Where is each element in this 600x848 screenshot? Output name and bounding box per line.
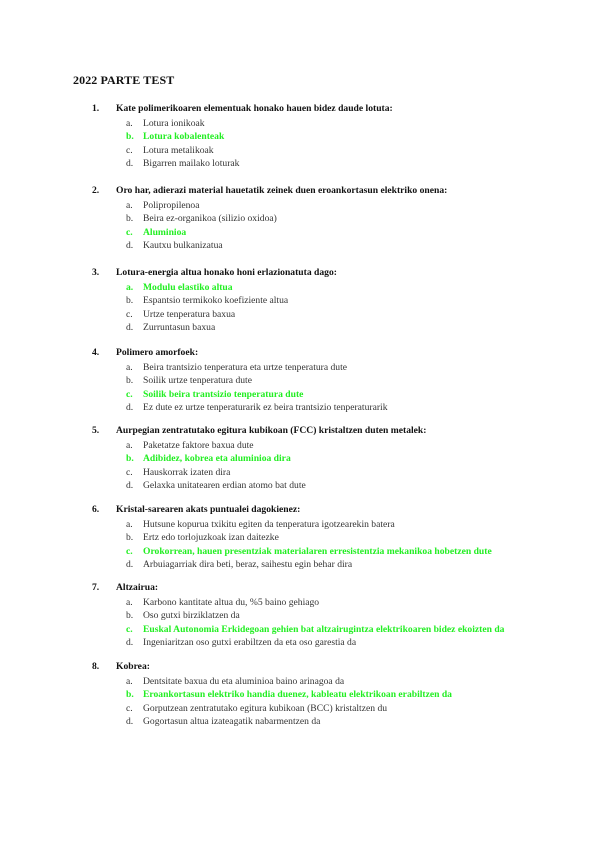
question-number: 2. — [92, 185, 100, 196]
option-text: Kautxu bulkanizatua — [143, 239, 223, 251]
option-letter: c. — [126, 545, 133, 557]
option-text: Soilik beira trantsizio tenperatura dute — [143, 388, 304, 400]
question-item — [92, 660, 452, 728]
option-item — [126, 374, 388, 387]
option-letter: b. — [126, 213, 134, 225]
option-item — [126, 321, 337, 334]
question-heading — [92, 266, 337, 279]
option-text: Gelaxka unitatearen erdian atomo bat dute — [143, 479, 306, 491]
option-letter: d. — [126, 636, 134, 648]
option-list — [126, 117, 393, 170]
option-text: Ingeniaritzan oso gutxi erabiltzen da eta oso garestia da — [143, 636, 357, 648]
option-letter: a. — [126, 282, 134, 294]
option-letter: d. — [126, 715, 134, 727]
option-letter: d. — [126, 479, 134, 491]
option-item — [126, 558, 492, 571]
option-item-correct — [126, 623, 504, 636]
question-heading — [92, 102, 393, 115]
option-item — [126, 239, 447, 252]
option-text: Eroankortasun elektriko handia duenez, kableatu elektrikoan erabiltzen da — [143, 689, 452, 701]
option-text: Gogortasun altua izateagatik nabarmentzen da — [143, 715, 321, 727]
option-letter: d. — [126, 157, 134, 169]
option-item — [126, 199, 447, 212]
option-list — [126, 281, 337, 334]
option-letter: b. — [126, 453, 134, 465]
option-text: Orokorrean, hauen presentziak materialaren erresistentzia mekanikoa hobetzen dute — [143, 545, 492, 557]
option-item — [126, 702, 452, 715]
option-letter: c. — [126, 702, 133, 714]
option-letter: d. — [126, 558, 134, 570]
option-text: Aluminioa — [143, 226, 187, 238]
option-text: Adibidez, kobrea eta aluminioa dira — [143, 453, 291, 465]
option-letter: b. — [126, 532, 134, 544]
option-text: Lotura ionikoak — [143, 118, 205, 130]
option-text: Gorputzean zentratutako egitura kubikoan (BCC) kristaltzen du — [143, 702, 388, 714]
option-item — [126, 439, 426, 452]
question-number: 7. — [92, 582, 100, 593]
option-item — [126, 212, 447, 225]
option-item — [126, 308, 337, 321]
question-heading — [92, 660, 452, 673]
question-text: Polimero amorfoek: — [116, 347, 199, 358]
option-item — [126, 361, 388, 374]
question-number: 6. — [92, 504, 100, 515]
option-letter: d. — [126, 401, 134, 413]
question-heading — [92, 581, 504, 594]
option-text: Zurruntasun baxua — [143, 321, 216, 333]
option-letter: a. — [126, 362, 133, 374]
option-item-correct — [126, 130, 393, 143]
option-list — [126, 439, 426, 492]
question-text: Lotura-energia altua honako honi erlazionatuta dago: — [116, 267, 337, 278]
question-item — [92, 346, 388, 414]
option-item — [126, 466, 426, 479]
question-text: Aurpegian zentratutako egitura kubikoan (FCC) kristaltzen duten metalek: — [116, 425, 427, 436]
option-item-correct — [126, 688, 452, 701]
option-list — [126, 361, 388, 414]
option-item — [126, 157, 393, 170]
option-text: Euskal Autonomia Erkidegoan gehien bat altzairugintza elektrikoaren bidez ekoizten da — [143, 623, 505, 635]
option-letter: b. — [126, 375, 134, 387]
option-text: Arbuiagarriak dira beti, beraz, saihestu egin behar dira — [143, 558, 353, 570]
question-item — [92, 102, 393, 170]
option-text: Soilik urtze tenperatura dute — [143, 375, 252, 387]
question-number: 8. — [92, 661, 100, 672]
option-text: Ertz edo torlojuzkoak izan daitezke — [143, 532, 279, 544]
question-item — [92, 424, 426, 492]
option-text: Beira ez-organikoa (silizio oxidoa) — [143, 213, 277, 225]
option-text: Urtze tenperatura baxua — [143, 308, 236, 320]
question-text: Kobrea: — [116, 661, 150, 672]
option-list — [126, 596, 504, 649]
option-item-correct — [126, 388, 388, 401]
question-item — [92, 266, 337, 334]
option-letter: c. — [126, 226, 133, 238]
option-item — [126, 675, 452, 688]
option-text: Dentsitate baxua du eta aluminioa baino arinagoa da — [143, 676, 345, 688]
option-list — [126, 675, 452, 728]
question-item — [92, 581, 504, 649]
option-item-correct — [126, 226, 447, 239]
option-item — [126, 596, 504, 609]
option-letter: d. — [126, 239, 134, 251]
question-text: Oro har, adierazi material hauetatik zeinek duen eroankortasun elektriko onena: — [116, 185, 448, 196]
option-item — [126, 715, 452, 728]
question-number: 5. — [92, 425, 100, 436]
option-text: Karbono kantitate altua du, %5 baino gehiago — [143, 597, 320, 609]
question-heading — [92, 503, 492, 516]
option-text: Espantsio termikoko koefiziente altua — [143, 295, 289, 307]
option-letter: c. — [126, 388, 133, 400]
option-letter: a. — [126, 597, 133, 609]
option-item — [126, 518, 492, 531]
question-number: 4. — [92, 347, 100, 358]
option-letter: b. — [126, 689, 134, 701]
option-text: Modulu elastiko altua — [143, 282, 233, 294]
page-title: 2022 PARTE TEST — [73, 73, 175, 87]
question-text: Kristal-sarearen akats puntualei dagokienez: — [116, 504, 301, 515]
option-text: Paketatze faktore baxua dute — [143, 440, 254, 452]
option-letter: b. — [126, 131, 134, 143]
option-item — [126, 636, 504, 649]
option-text: Oso gutxi birziklatzen da — [143, 610, 240, 622]
question-number: 3. — [92, 267, 100, 278]
option-letter: a. — [126, 676, 133, 688]
option-item — [126, 609, 504, 622]
question-heading — [92, 184, 447, 197]
option-text: Polipropilenoa — [143, 200, 200, 212]
option-letter: a. — [126, 440, 133, 452]
option-text: Bigarren mailako loturak — [143, 157, 240, 169]
option-list — [126, 199, 447, 252]
option-letter: a. — [126, 118, 133, 130]
option-letter: b. — [126, 295, 134, 307]
option-item-correct — [126, 281, 337, 294]
question-item — [92, 184, 447, 252]
option-item — [126, 144, 393, 157]
option-text: Hutsune kopurua txikitu egiten da tenperatura igotzearekin batera — [143, 519, 395, 531]
option-text: Ez dute ez urtze tenperaturarik ez beira trantsizio tenperaturarik — [143, 401, 388, 413]
option-list — [126, 518, 492, 571]
question-text: Kate polimerikoaren elementuak honako hauen bidez daude lotuta: — [116, 103, 393, 114]
option-item — [126, 294, 337, 307]
question-heading — [92, 424, 426, 437]
option-item-correct — [126, 545, 492, 558]
option-item — [126, 531, 492, 544]
option-item — [126, 117, 393, 130]
question-text: Altzairua: — [116, 582, 159, 593]
option-text: Beira trantsizio tenperatura eta urtze tenperatura dute — [143, 362, 348, 374]
option-text: Lotura metalikoak — [143, 144, 214, 156]
question-heading — [92, 346, 388, 359]
option-item-correct — [126, 452, 426, 465]
question-number: 1. — [92, 103, 100, 114]
option-letter: c. — [126, 308, 133, 320]
option-letter: b. — [126, 610, 134, 622]
option-item — [126, 479, 426, 492]
option-letter: c. — [126, 466, 133, 478]
option-text: Hauskorrak izaten dira — [143, 466, 231, 478]
option-letter: c. — [126, 623, 133, 635]
option-text: Lotura kobalenteak — [143, 131, 225, 143]
option-letter: c. — [126, 144, 133, 156]
question-item — [92, 503, 492, 571]
option-letter: a. — [126, 200, 133, 212]
option-letter: a. — [126, 519, 133, 531]
option-item — [126, 401, 388, 414]
option-letter: d. — [126, 321, 134, 333]
